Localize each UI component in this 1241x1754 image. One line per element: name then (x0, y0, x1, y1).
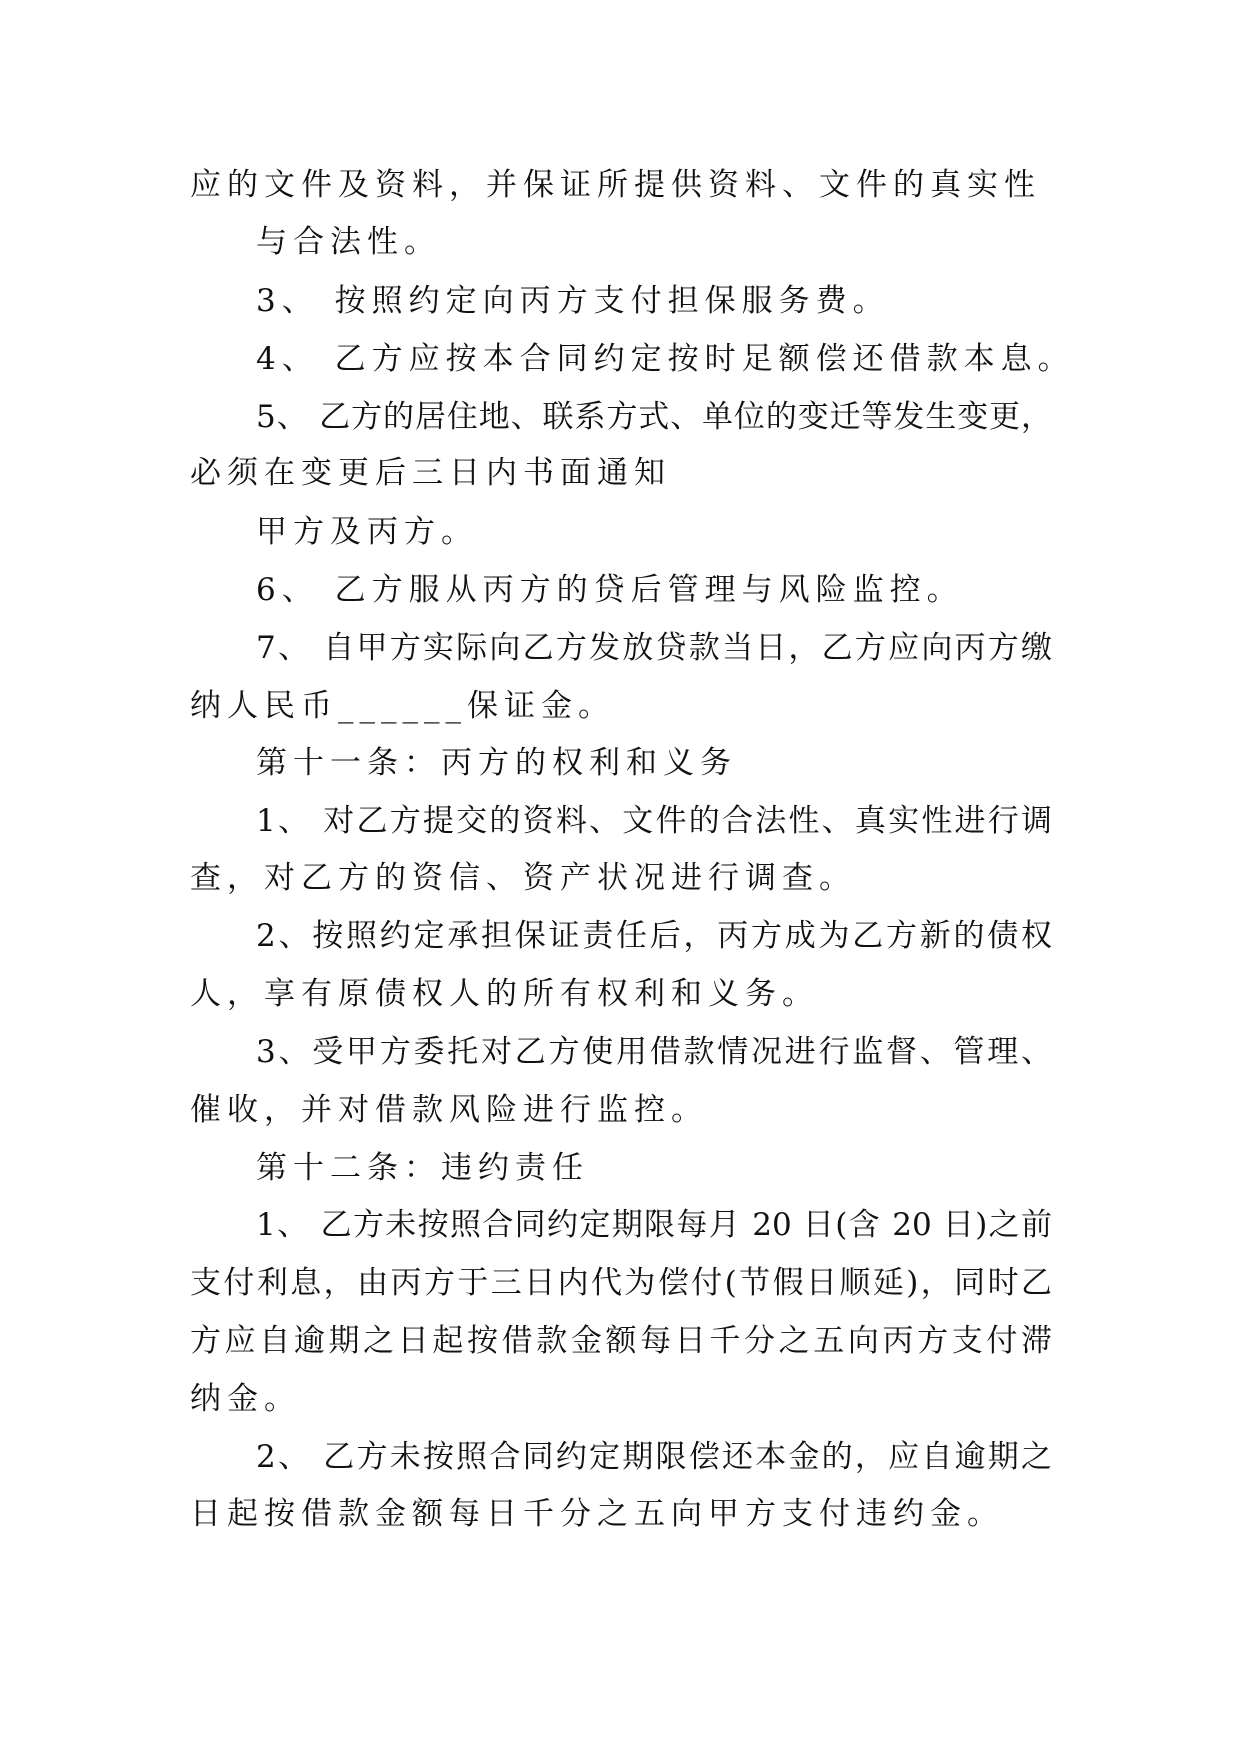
text-line: 应的文件及资料，并保证所提供资料、文件的真实性 (190, 167, 1041, 203)
section-heading: 第十二条：违约责任 (256, 1150, 589, 1186)
text-line: 4、 乙方应按本合同约定按时足额偿还借款本息。 (256, 341, 1075, 377)
text-line: 催收，并对借款风险进行监控。 (190, 1092, 708, 1128)
text-line: 5、 乙方的居住地、联系方式、单位的变迁等发生变更， (256, 399, 1052, 435)
text-line: 支付利息，由丙方于三日内代为偿付(节假日顺延)，同时乙 (190, 1265, 1052, 1301)
text-line: 3、 按照约定向丙方支付担保服务费。 (256, 283, 890, 319)
text-line: 7、 自甲方实际向乙方发放贷款当日，乙方应向丙方缴 (256, 630, 1052, 666)
text-line: 日起按借款金额每日千分之五向甲方支付违约金。 (190, 1496, 1004, 1532)
text-line: 纳金。 (190, 1381, 301, 1417)
text-line: 1、 对乙方提交的资料、文件的合法性、真实性进行调 (256, 803, 1052, 839)
text-line: 方应自逾期之日起按借款金额每日千分之五向丙方支付滞 (190, 1323, 1052, 1359)
text-line: 1、 乙方未按照合同约定期限每月 20 日(含 20 日)之前 (256, 1207, 1052, 1243)
text-line: 2、 乙方未按照合同约定期限偿还本金的，应自逾期之 (256, 1439, 1052, 1475)
text-line: 3、受甲方委托对乙方使用借款情况进行监督、管理、 (256, 1034, 1052, 1070)
text-line: 6、 乙方服从丙方的贷后管理与风险监控。 (256, 572, 964, 608)
text-line: 必须在变更后三日内书面通知 (190, 455, 671, 491)
text-line: 纳人民币______保证金。 (190, 688, 615, 724)
text-line: 2、按照约定承担保证责任后，丙方成为乙方新的债权 (256, 918, 1052, 954)
text-line: 甲方及丙方。 (256, 514, 478, 550)
text-line: 查，对乙方的资信、资产状况进行调查。 (190, 860, 856, 896)
text-line: 人，享有原债权人的所有权利和义务。 (190, 976, 819, 1012)
section-heading: 第十一条：丙方的权利和义务 (256, 745, 737, 781)
text-line: 与合法性。 (256, 224, 441, 260)
